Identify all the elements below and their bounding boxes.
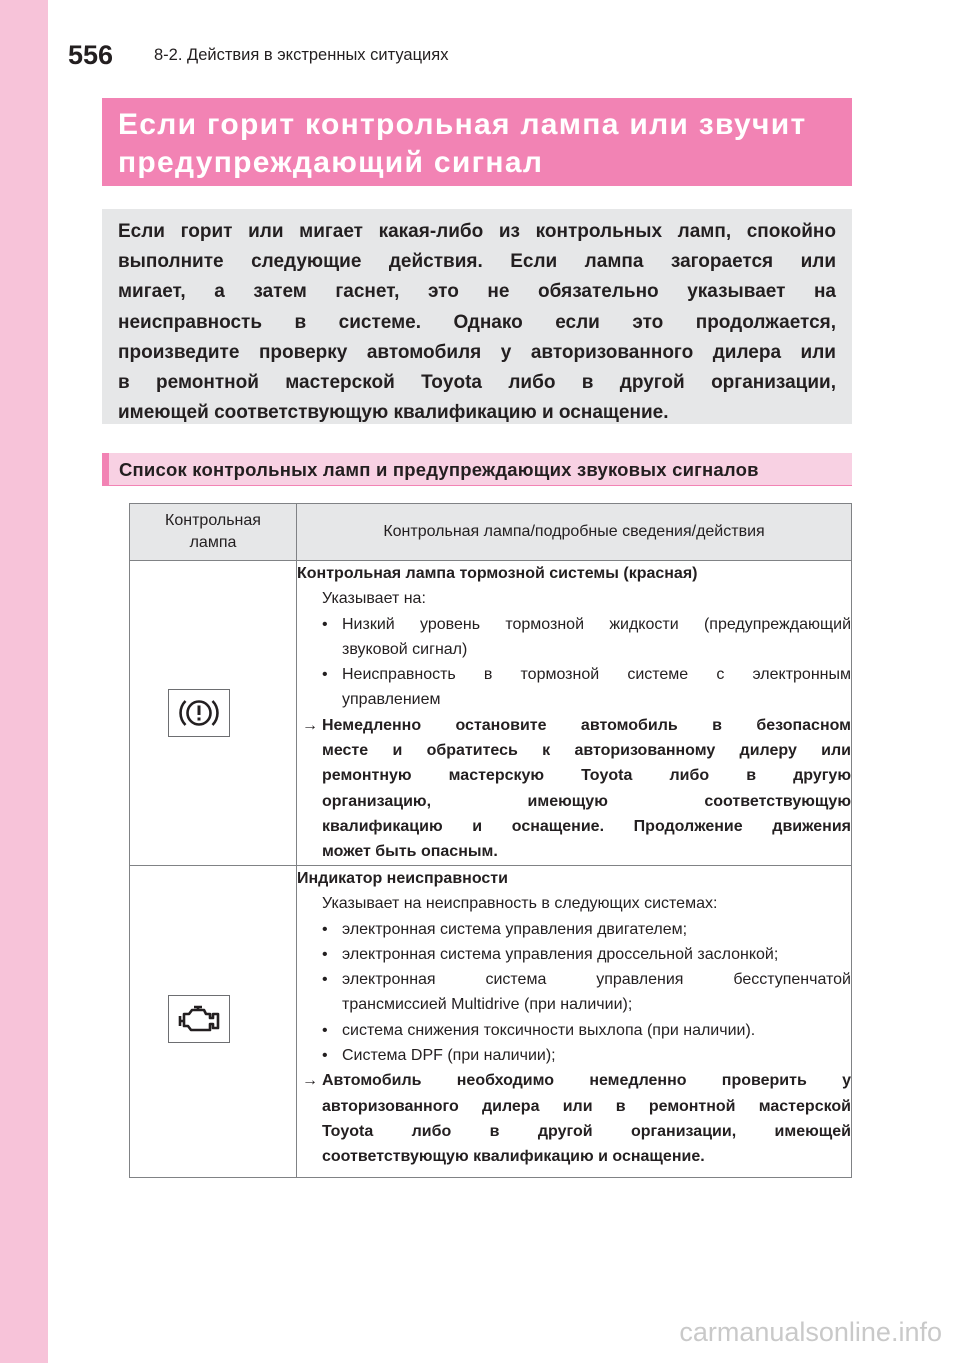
action-line: ремонтную мастерскую Toyota либо в другую [322,767,851,785]
lamp-heading: Контрольная лампа тормозной системы (красная) [297,565,698,582]
intro-line: выполните следующие действия. Если лампа загорается или [118,251,836,273]
running-head: 8-2. Действия в экстренных ситуациях [154,46,449,64]
lamp-heading: Индикатор неисправности [297,870,508,887]
bullet-line: • Неисправность в тормозной системе с электронным [342,666,851,684]
lamp-lead-text: Указывает на неисправность в следующих системах: [322,895,718,913]
lamp-bullet [297,662,851,713]
intro-line: Если горит или мигает какая-либо из контрольных ламп, спокойно [118,221,836,242]
action-line: авторизованного дилера или в ремонтной мастерской [322,1097,851,1115]
lamp-description [297,866,852,1178]
intro-line: неисправность в системе. Однако если это продолжается, [118,311,836,333]
left-margin-strip [0,0,48,1363]
lamp-icon-cell [130,561,297,866]
bullet-line: звуковой сигнал) [342,640,468,658]
bullet-line: электронная система управления двигателем; [342,920,688,938]
intro-box [102,209,852,424]
brake-warning-icon [168,689,230,737]
check-engine-icon-glyph [176,1004,222,1034]
intro-line: произведите проверку автомобиля у авторизованного дилера или [118,341,836,363]
lamp-bullet [297,612,851,663]
page-title-line: предупреждающий сигнал [118,146,544,179]
check-engine-icon [168,995,230,1043]
bullet-line: трансмиссией Multidrive (при наличии); [342,996,633,1014]
action-line: Toyota либо в другой организации, имеющей [322,1122,851,1140]
table-header-details: Контрольная лампа/подробные сведения/действия [297,504,852,561]
bullet-line: • Низкий уровень тормозной жидкости (предупреждающий [342,615,851,633]
intro-line: имеющей соответствующую квалификацию и оснащение. [118,402,669,424]
table-row [130,561,852,866]
bullet-line: • электронная система управления бесступенчатой [342,971,851,989]
intro-line: в ремонтной мастерской Toyota либо в другой организации, [118,371,836,393]
bullet-line: электронная система управления дроссельной заслонкой; [342,945,779,963]
lamp-bullet [297,917,851,942]
action-line: месте и обратитесь к авторизованному дилеру или [322,742,851,760]
intro-line: мигает, а затем гаснет, это не обязательно указывает на [118,281,836,303]
action-line: → Немедленно остановите автомобиль в безопасном [322,716,851,734]
lamp-action [297,1068,851,1169]
table-header-lamp: Контрольная лампа [130,504,297,561]
table-header-row [130,504,852,561]
action-line: квалификацию и оснащение. Продолжение движения [322,817,851,835]
bullet-line: Система DPF (при наличии); [342,1047,556,1065]
section-heading [102,453,852,486]
warning-lamps-table [129,503,852,1178]
table-row [130,866,852,1178]
action-line: организацию, имеющую соответствующую [322,792,851,810]
lamp-bullet [297,967,851,1018]
lamp-description [297,561,852,866]
lamp-action [297,713,851,865]
action-line: → Автомобиль необходимо немедленно проверить у [322,1072,851,1090]
lamp-bullet [297,1018,851,1043]
bullet-line: управлением [342,691,441,709]
lamp-bullet [297,1043,851,1068]
action-line: может быть опасным. [322,843,498,861]
brake-warning-icon-glyph [177,696,221,730]
lamp-bullet [297,942,851,967]
watermark: carmanualsonline.info [679,1317,942,1347]
page-title [102,98,852,186]
page-title-line: Если горит контрольная лампа или звучит [118,108,807,141]
lamp-lead-text: Указывает на: [322,590,426,608]
lamp-icon-cell [130,866,297,1178]
bullet-line: система снижения токсичности выхлопа (при наличии). [342,1021,756,1039]
page-number: 556 [68,40,114,70]
action-line: соответствующую квалификацию и оснащение. [322,1148,705,1166]
section-heading-text: Список контрольных ламп и предупреждающих звуковых сигналов [119,459,759,480]
